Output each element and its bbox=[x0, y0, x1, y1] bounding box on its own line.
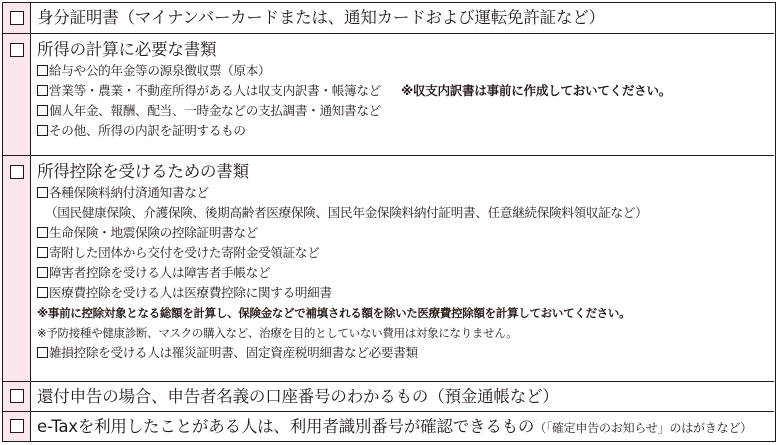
note-item: ※予防接種や健康診断、マスクの購入など、治療を目的としていない費用は対象になりません。 bbox=[37, 326, 518, 340]
list-item-detail: （国民健康保険、介護保険、後期高齢者医療保険、国民年金保険料納付証明書、任意継続保険料領収証など） bbox=[45, 205, 648, 220]
list-item: 営業等・農業・不動産所得がある人は収支内訳書・帳簿など ※収支内訳書は事前に作成しておいてください。 bbox=[37, 81, 770, 101]
checkbox-icon[interactable] bbox=[10, 11, 24, 25]
list-item: 各種保険料納付済通知書など bbox=[37, 183, 770, 203]
checklist-row-refund bbox=[3, 382, 774, 412]
list-item: 障害者控除を受ける人は障害者手帳など bbox=[37, 263, 770, 283]
checkbox-icon[interactable] bbox=[37, 247, 48, 258]
checkbox-icon[interactable] bbox=[37, 85, 48, 96]
checkbox-icon[interactable] bbox=[37, 105, 48, 116]
row-heading: 所得控除を受けるための書類 bbox=[37, 162, 249, 181]
checklist-row-income bbox=[3, 34, 774, 156]
checkbox-icon[interactable] bbox=[37, 287, 48, 298]
list-item: 生命保険・地震保険の控除証明書など bbox=[37, 223, 770, 243]
checkbox-icon[interactable] bbox=[37, 227, 48, 238]
checklist-table bbox=[2, 2, 776, 442]
checkbox-icon[interactable] bbox=[37, 347, 48, 358]
checklist-row-deductions bbox=[3, 156, 774, 382]
row-heading: 身分証明書（マイナンバーカードまたは、通知カードおよび運転免許証など） bbox=[37, 8, 605, 27]
inline-note: ※収支内訳書は事前に作成しておいてください。 bbox=[400, 83, 672, 98]
checkbox-icon[interactable] bbox=[37, 125, 48, 136]
row-heading: 還付申告の場合、申告者名義の口座番号のわかるもの（預金通帳など） bbox=[37, 387, 559, 406]
note-item: ※事前に控除対象となる総額を計算し、保険金などで補填される額を除いた医療費控除額を計算しておいてください。 bbox=[37, 306, 631, 320]
list-item: 給与や公的年金等の源泉徴収票（原本） bbox=[37, 61, 770, 81]
checkbox-icon[interactable] bbox=[37, 267, 48, 278]
checkbox-icon[interactable] bbox=[10, 165, 24, 179]
row-heading: e-Taxを利用したことがある人は、利用者識別番号が確認できるもの（「確定申告のお知らせ」のはがきなど） bbox=[37, 417, 753, 436]
checkbox-icon[interactable] bbox=[37, 65, 48, 76]
checkbox-icon[interactable] bbox=[10, 43, 24, 57]
checklist-row-etax bbox=[3, 412, 774, 441]
checkbox-icon[interactable] bbox=[37, 187, 48, 198]
row-gutter bbox=[3, 156, 31, 381]
list-item: 寄附した団体から交付を受けた寄附金受領証など bbox=[37, 243, 770, 263]
list-item: その他、所得の内訳を証明するもの bbox=[37, 121, 770, 141]
heading-suffix: （「確定申告のお知らせ」のはがきなど） bbox=[534, 421, 753, 435]
checkbox-icon[interactable] bbox=[10, 419, 24, 433]
checklist-row-id bbox=[3, 3, 774, 34]
list-item: 医療費控除を受ける人は医療費控除に関する明細書 bbox=[37, 283, 770, 303]
list-item: 雑損控除を受ける人は罹災証明書、固定資産税明細書など必要書類 bbox=[37, 343, 770, 363]
checkbox-icon[interactable] bbox=[10, 389, 24, 403]
row-heading: 所得の計算に必要な書類 bbox=[37, 40, 217, 59]
list-item: 個人年金、報酬、配当、一時金などの支払調書・通知書など bbox=[37, 101, 770, 121]
